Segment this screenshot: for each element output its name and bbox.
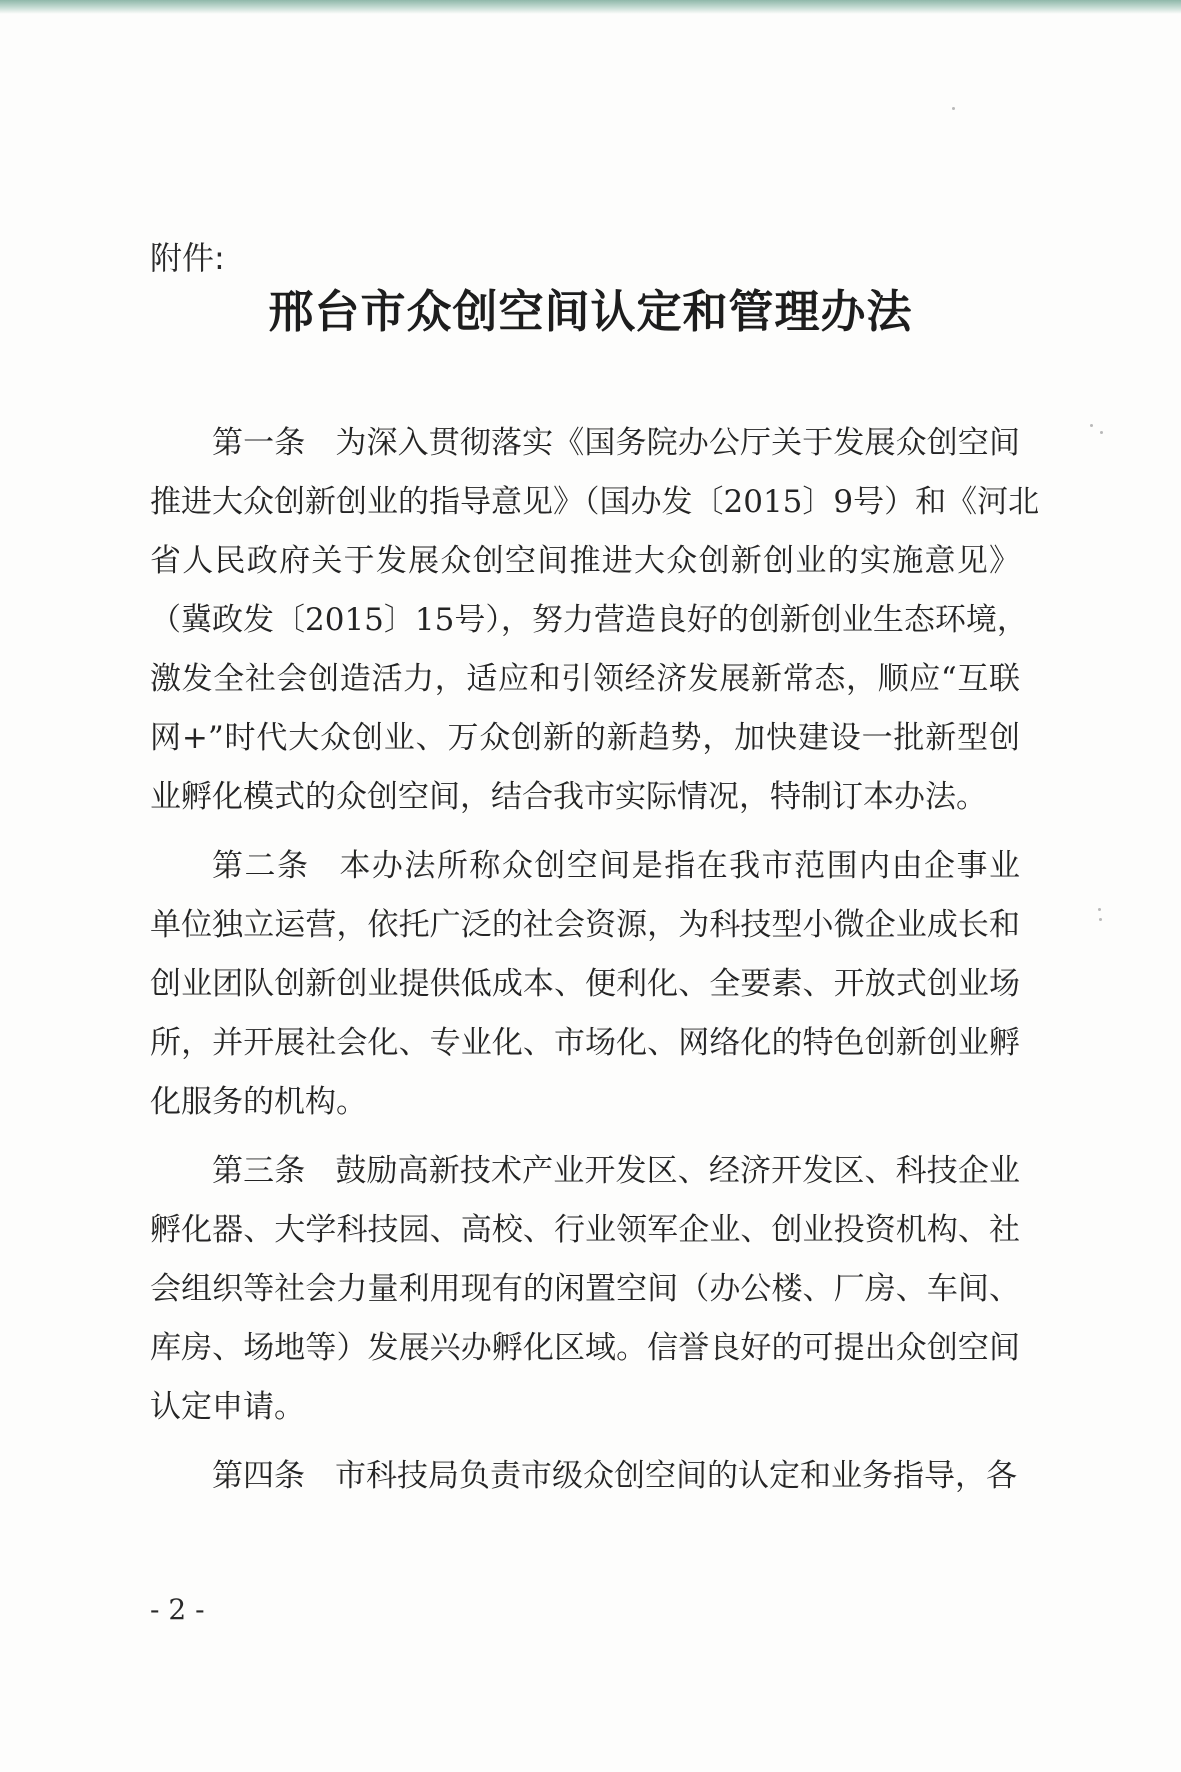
article-3-line-5: 认定申请。 [150,1389,305,1425]
article-1-line-6: 网+”时代大众创业、万众创新的新趋势，加快建设一批新型创 [150,720,1020,756]
article-2-line-3: 创业团队创新创业提供低成本、便利化、全要素、开放式创业场 [150,966,1020,1002]
article-3-number: 第三条 [212,1153,306,1189]
article-1-line-3: 省人民政府关于发展众创空间推进大众创新创业的实施意见》 [150,543,1020,579]
article-2 [150,837,1020,1132]
article-1-line-1 [150,414,1020,473]
article-3 [150,1142,1020,1437]
article-2-line-1-text: 本办法所称众创空间是指在我市范围内由企事业 [339,848,1021,884]
article-1 [150,414,1040,827]
article-3-line-1 [150,1142,1020,1201]
article-4-line-1-text: 市科技局负责市级众创空间的认定和业务指导，各 [335,1458,1017,1494]
document-title: 邢台市众创空间认定和管理办法 [268,285,913,338]
article-3-line-1-text: 鼓励高新技术产业开发区、经济开发区、科技企业 [335,1153,1020,1189]
article-1-line-4: （冀政发〔2015〕15号），努力营造良好的创新创业生态环境， [150,602,1028,638]
article-4 [150,1447,1020,1506]
article-3-line-4: 库房、场地等）发展兴办孵化区域。信誉良好的可提出众创空间 [150,1330,1020,1366]
article-3-line-3: 会组织等社会力量利用现有的闲置空间（办公楼、厂房、车间、 [150,1271,1020,1307]
document-body [150,414,1040,1516]
article-1-line-1-text: 为深入贯彻落实《国务院办公厅关于发展众创空间 [335,425,1020,461]
article-2-line-4: 所，并开展社会化、专业化、市场化、网络化的特色创新创业孵 [150,1025,1020,1061]
scan-speck [1098,908,1101,911]
article-1-line-5: 激发全社会创造活力，适应和引领经济发展新常态，顺应“互联 [150,661,1020,697]
article-2-line-2: 单位独立运营，依托广泛的社会资源，为科技型小微企业成长和 [150,907,1020,943]
article-2-line-5: 化服务的机构。 [150,1084,367,1120]
scan-speck [1100,431,1103,434]
article-2-number: 第二条 [212,848,310,884]
scan-speck [1099,918,1102,921]
scan-top-edge [0,0,1181,14]
article-4-line-1 [150,1447,1020,1506]
article-1-line-7: 业孵化模式的众创空间，结合我市实际情况，特制订本办法。 [150,779,987,815]
article-2-line-1 [150,837,1020,896]
scan-speck [1090,424,1093,427]
scan-speck [952,107,955,110]
page-number: - 2 - [150,1593,205,1626]
article-3-line-2: 孵化器、大学科技园、高校、行业领军企业、创业投资机构、社 [150,1212,1020,1248]
article-4-number: 第四条 [212,1458,305,1494]
attachment-label: 附件: [150,239,225,277]
article-1-number: 第一条 [212,425,306,461]
article-1-line-2: 推进大众创新创业的指导意见》（国办发〔2015〕9号）和《河北 [150,484,1040,520]
